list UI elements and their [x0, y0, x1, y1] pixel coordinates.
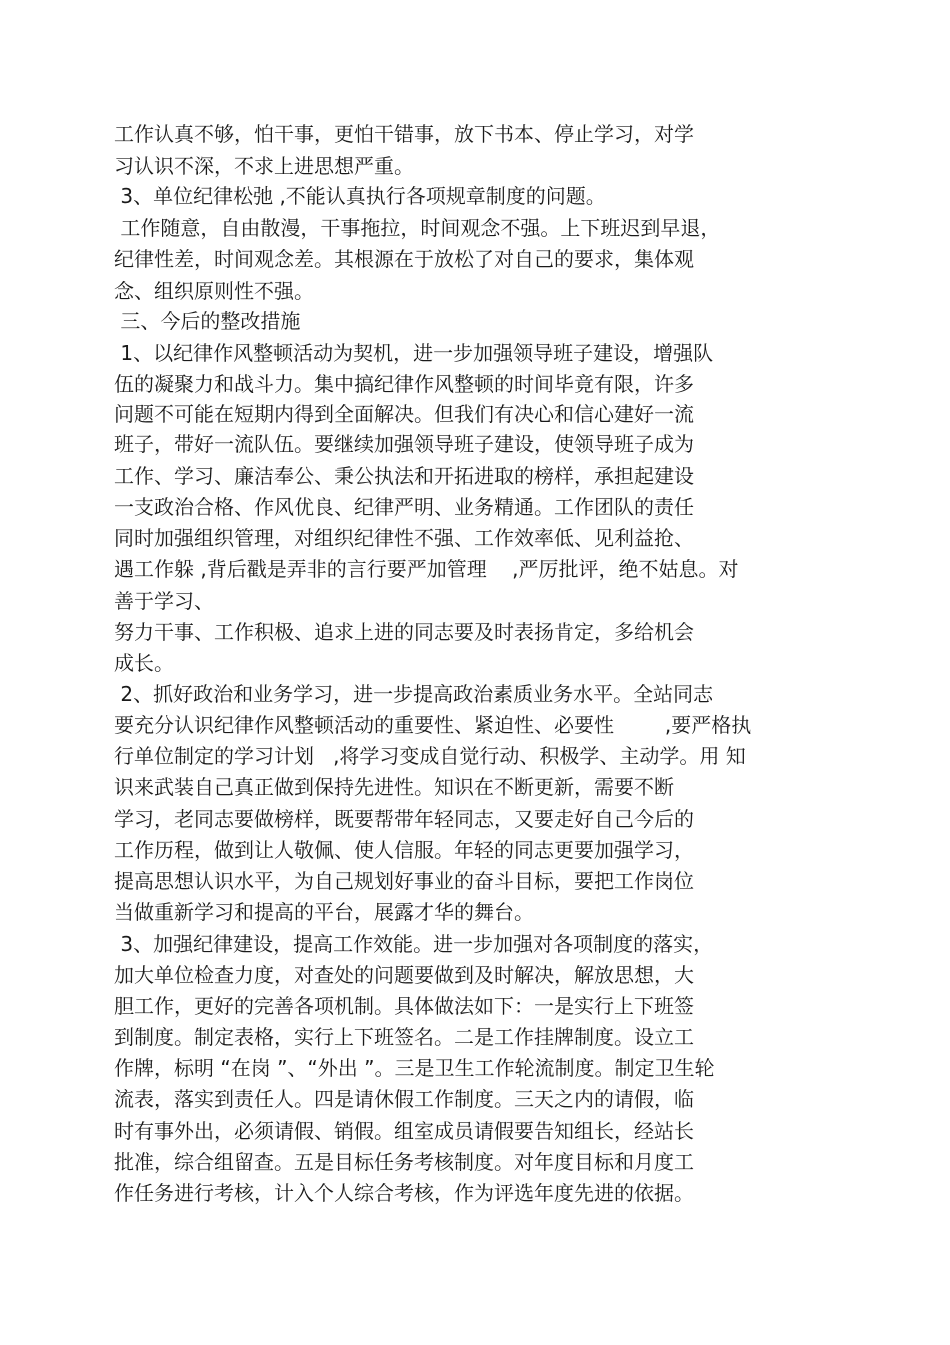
- text-line: 3、单位纪律松弛 ,不能认真执行各项规章制度的问题。: [114, 184, 606, 208]
- section-heading: 三、今后的整改措施: [114, 309, 301, 333]
- text-line: 作任务进行考核，计入个人综合考核，作为评选年度先进的依据。: [114, 1181, 694, 1205]
- text-line: 时有事外出，必须请假、销假。组室成员请假要告知组长，经站长: [114, 1119, 694, 1143]
- text-line: 工作认真不够，怕干事，更怕干错事，放下书本、停止学习，对学: [114, 122, 694, 146]
- text-line: 纪律性差，时间观念差。其根源在于放松了对自己的要求，集体观: [114, 247, 694, 271]
- text-line: 批准，综合组留查。五是目标任务考核制度。对年度目标和月度工: [114, 1150, 694, 1174]
- text-line: 遇工作躲 ,背后戳是弄非的言行要严加管理 ,严厉批评，绝不姑息。对: [114, 557, 739, 581]
- text-line: 1、以纪律作风整顿活动为契机，进一步加强领导班子建设，增强队: [114, 341, 714, 365]
- text-line: 加大单位检查力度，对查处的问题要做到及时解决，解放思想，大: [114, 963, 694, 987]
- text-line: 到制度。制定表格，实行上下班签名。二是工作挂牌制度。设立工: [114, 1025, 694, 1049]
- text-line: 胆工作，更好的完善各项机制。具体做法如下：一是实行上下班签: [114, 994, 694, 1018]
- text-line: 作牌，标明 “在岗 ”、“外出 ”。三是卫生工作轮流制度。制定卫生轮: [114, 1056, 715, 1080]
- text-line: 提高思想认识水平，为自己规划好事业的奋斗目标，要把工作岗位: [114, 869, 694, 893]
- text-line: 努力干事、工作积极、追求上进的同志要及时表扬肯定，多给机会: [114, 620, 694, 644]
- text-line: 工作历程，做到让人敬佩、使人信服。年轻的同志更要加强学习，: [114, 838, 694, 862]
- text-line: 识来武装自己真正做到保持先进性。知识在不断更新，需要不断: [114, 775, 674, 799]
- text-line: 习认识不深，不求上进思想严重。: [114, 154, 414, 178]
- text-line: 2、抓好政治和业务学习，进一步提高政治素质业务水平。全站同志: [114, 682, 714, 706]
- text-line: 行单位制定的学习计划 ,将学习变成自觉行动、积极学、主动学。用 知: [114, 744, 746, 768]
- text-line: 班子，带好一流队伍。要继续加强领导班子建设，使领导班子成为: [114, 432, 694, 456]
- text-line: 问题不可能在短期内得到全面解决。但我们有决心和信心建好一流: [114, 402, 694, 426]
- text-line: 同时加强组织管理，对组织纪律性不强、工作效率低、见利益抢、: [114, 526, 694, 550]
- text-line: 一支政治合格、作风优良、纪律严明、业务精通。工作团队的责任: [114, 495, 694, 519]
- text-line: 念、组织原则性不强。: [114, 279, 314, 303]
- text-line: 3、加强纪律建设，提高工作效能。进一步加强对各项制度的落实，: [114, 932, 714, 956]
- text-line: 学习，老同志要做榜样，既要帮带年轻同志，又要走好自己今后的: [114, 807, 694, 831]
- text-line: 要充分认识纪律作风整顿活动的重要性、紧迫性、必要性 ,要严格执: [114, 713, 752, 737]
- text-line: 工作随意，自由散漫，干事拖拉，时间观念不强。上下班迟到早退，: [114, 216, 721, 240]
- text-line: 善于学习、: [114, 589, 214, 613]
- text-line: 工作、学习、廉洁奉公、秉公执法和开拓进取的榜样，承担起建设: [114, 464, 694, 488]
- text-line: 伍的凝聚力和战斗力。集中搞纪律作风整顿的时间毕竟有限，许多: [114, 372, 694, 396]
- text-line: 成长。: [114, 651, 174, 675]
- text-line: 流表，落实到责任人。四是请休假工作制度。三天之内的请假，临: [114, 1087, 694, 1111]
- text-line: 当做重新学习和提高的平台，展露才华的舞台。: [114, 900, 534, 924]
